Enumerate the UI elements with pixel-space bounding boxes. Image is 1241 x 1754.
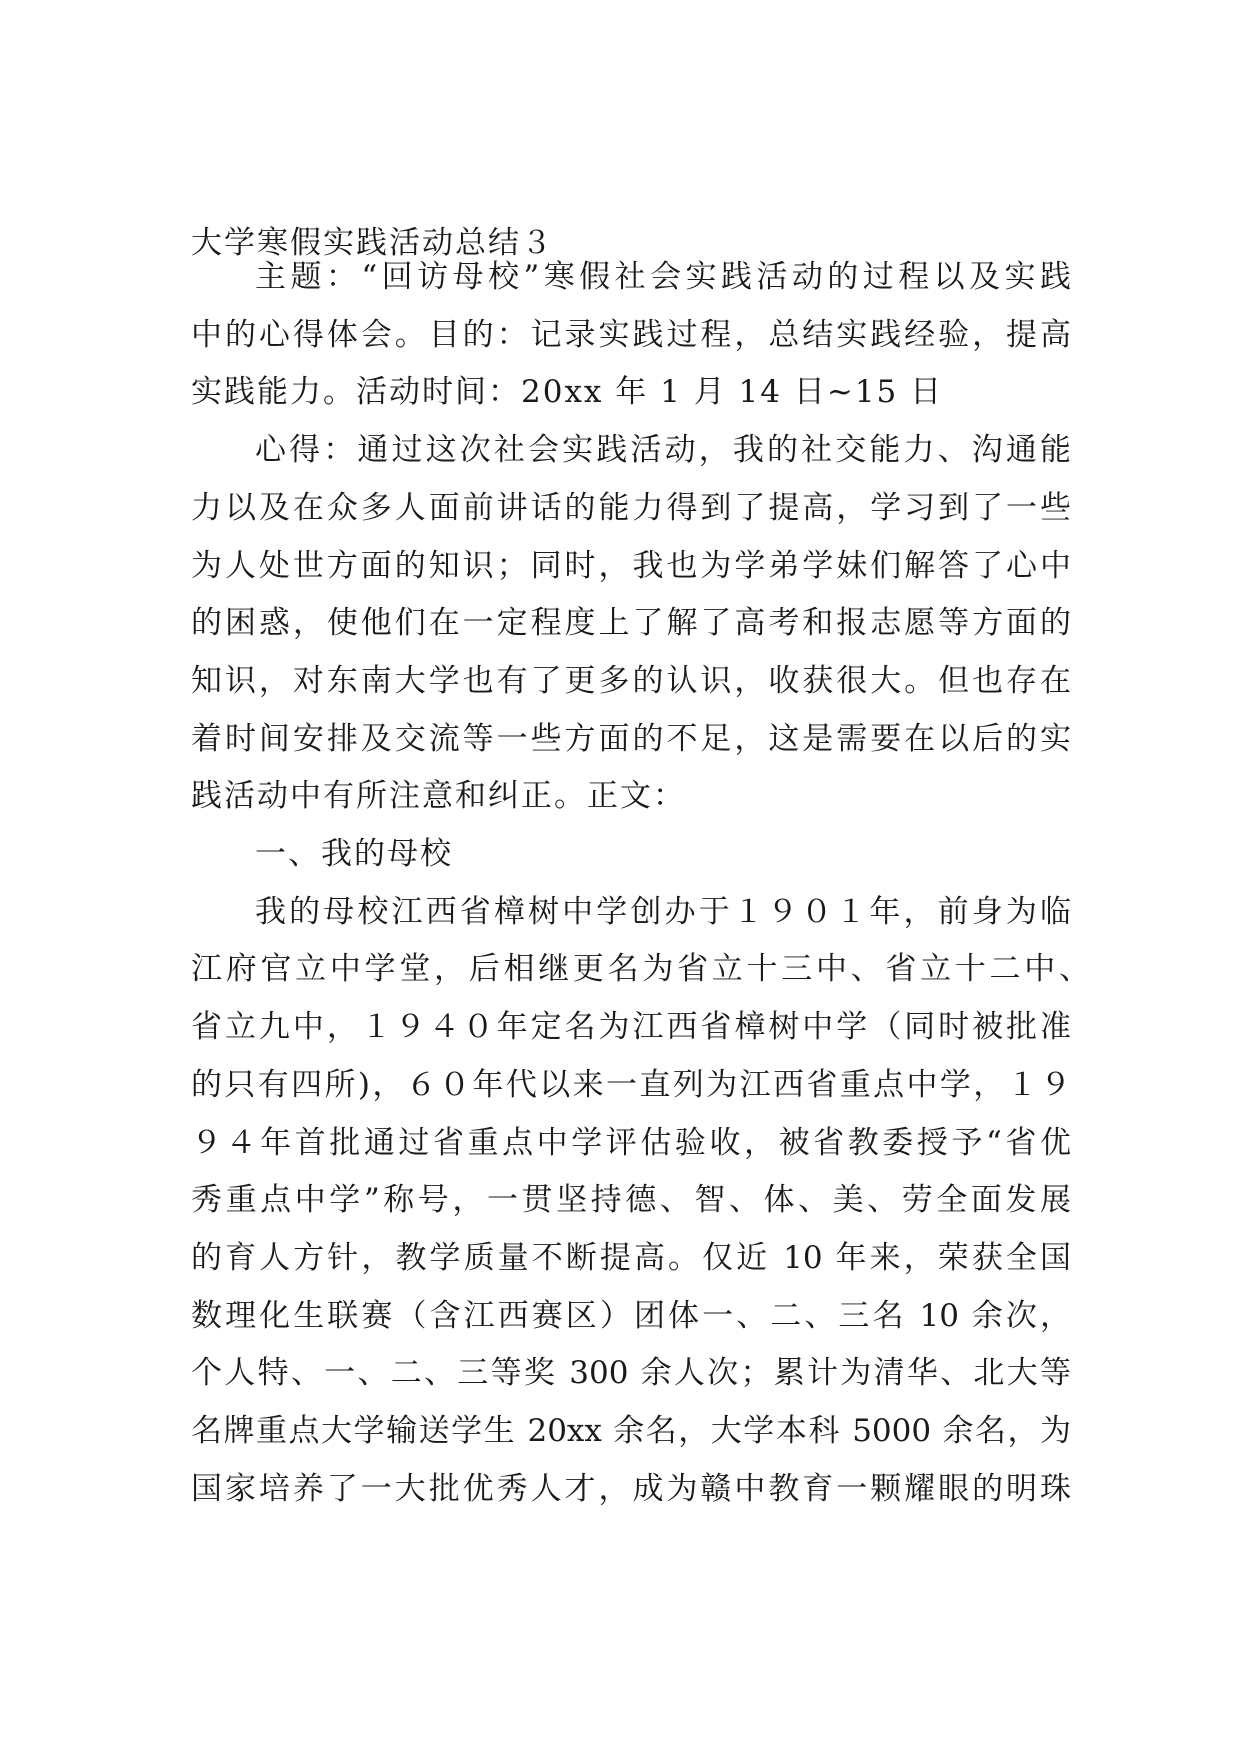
body-line: 知识，对东南大学也有了更多的认识，收获很大。但也存在: [191, 663, 1071, 699]
body-line: 的只有四所)，６０年代以来一直列为江西省重点中学，１９: [191, 1067, 1071, 1103]
body-line: 践活动中有所注意和纠正。正文：: [191, 778, 686, 814]
body-line: 江府官立中学堂，后相继更名为省立十三中、省立十二中、: [191, 951, 1090, 987]
body-line: 名牌重点大学输送学生 20xx 余名，大学本科 5000 余名，为: [191, 1413, 1071, 1449]
body-line: ９４年首批通过省重点中学评估验收，被省教委授予“省优: [191, 1125, 1071, 1161]
body-line: 秀重点中学”称号，一贯坚持德、智、体、美、劳全面发展: [191, 1182, 1071, 1218]
body-line: 中的心得体会。目的：记录实践过程，总结实践经验，提高: [191, 317, 1071, 353]
body-line: 为人处世方面的知识；同时，我也为学弟学妹们解答了心中: [191, 548, 1071, 584]
body-line: 力以及在众多人面前讲话的能力得到了提高，学习到了一些: [191, 490, 1071, 526]
body-line: 我的母校江西省樟树中学创办于１９０１年，前身为临: [255, 894, 1071, 930]
body-line: 一、我的母校: [255, 836, 453, 872]
body-line: 的育人方针，教学质量不断提高。仅近 10 年来，荣获全国: [191, 1240, 1071, 1276]
document-title: 大学寒假实践活动总结３: [191, 225, 554, 261]
body-line: 个人特、一、二、三等奖 300 余人次；累计为清华、北大等: [191, 1355, 1071, 1391]
body-line: 国家培养了一大批优秀人才，成为赣中教育一颗耀眼的明珠: [191, 1471, 1071, 1507]
body-line: 数理化生联赛（含江西赛区）团体一、二、三名 10 余次，: [191, 1298, 1071, 1334]
body-line: 着时间安排及交流等一些方面的不足，这是需要在以后的实: [191, 721, 1071, 757]
body-line: 实践能力。活动时间：20xx 年 1 月 14 日~15 日: [191, 374, 944, 410]
body-line: 主题：“回访母校”寒假社会实践活动的过程以及实践: [255, 259, 1071, 295]
body-line: 的困惑，使他们在一定程度上了解了高考和报志愿等方面的: [191, 605, 1071, 641]
body-line: 省立九中，１９４０年定名为江西省樟树中学（同时被批准: [191, 1009, 1071, 1045]
body-line: 心得：通过这次社会实践活动，我的社交能力、沟通能: [255, 432, 1071, 468]
